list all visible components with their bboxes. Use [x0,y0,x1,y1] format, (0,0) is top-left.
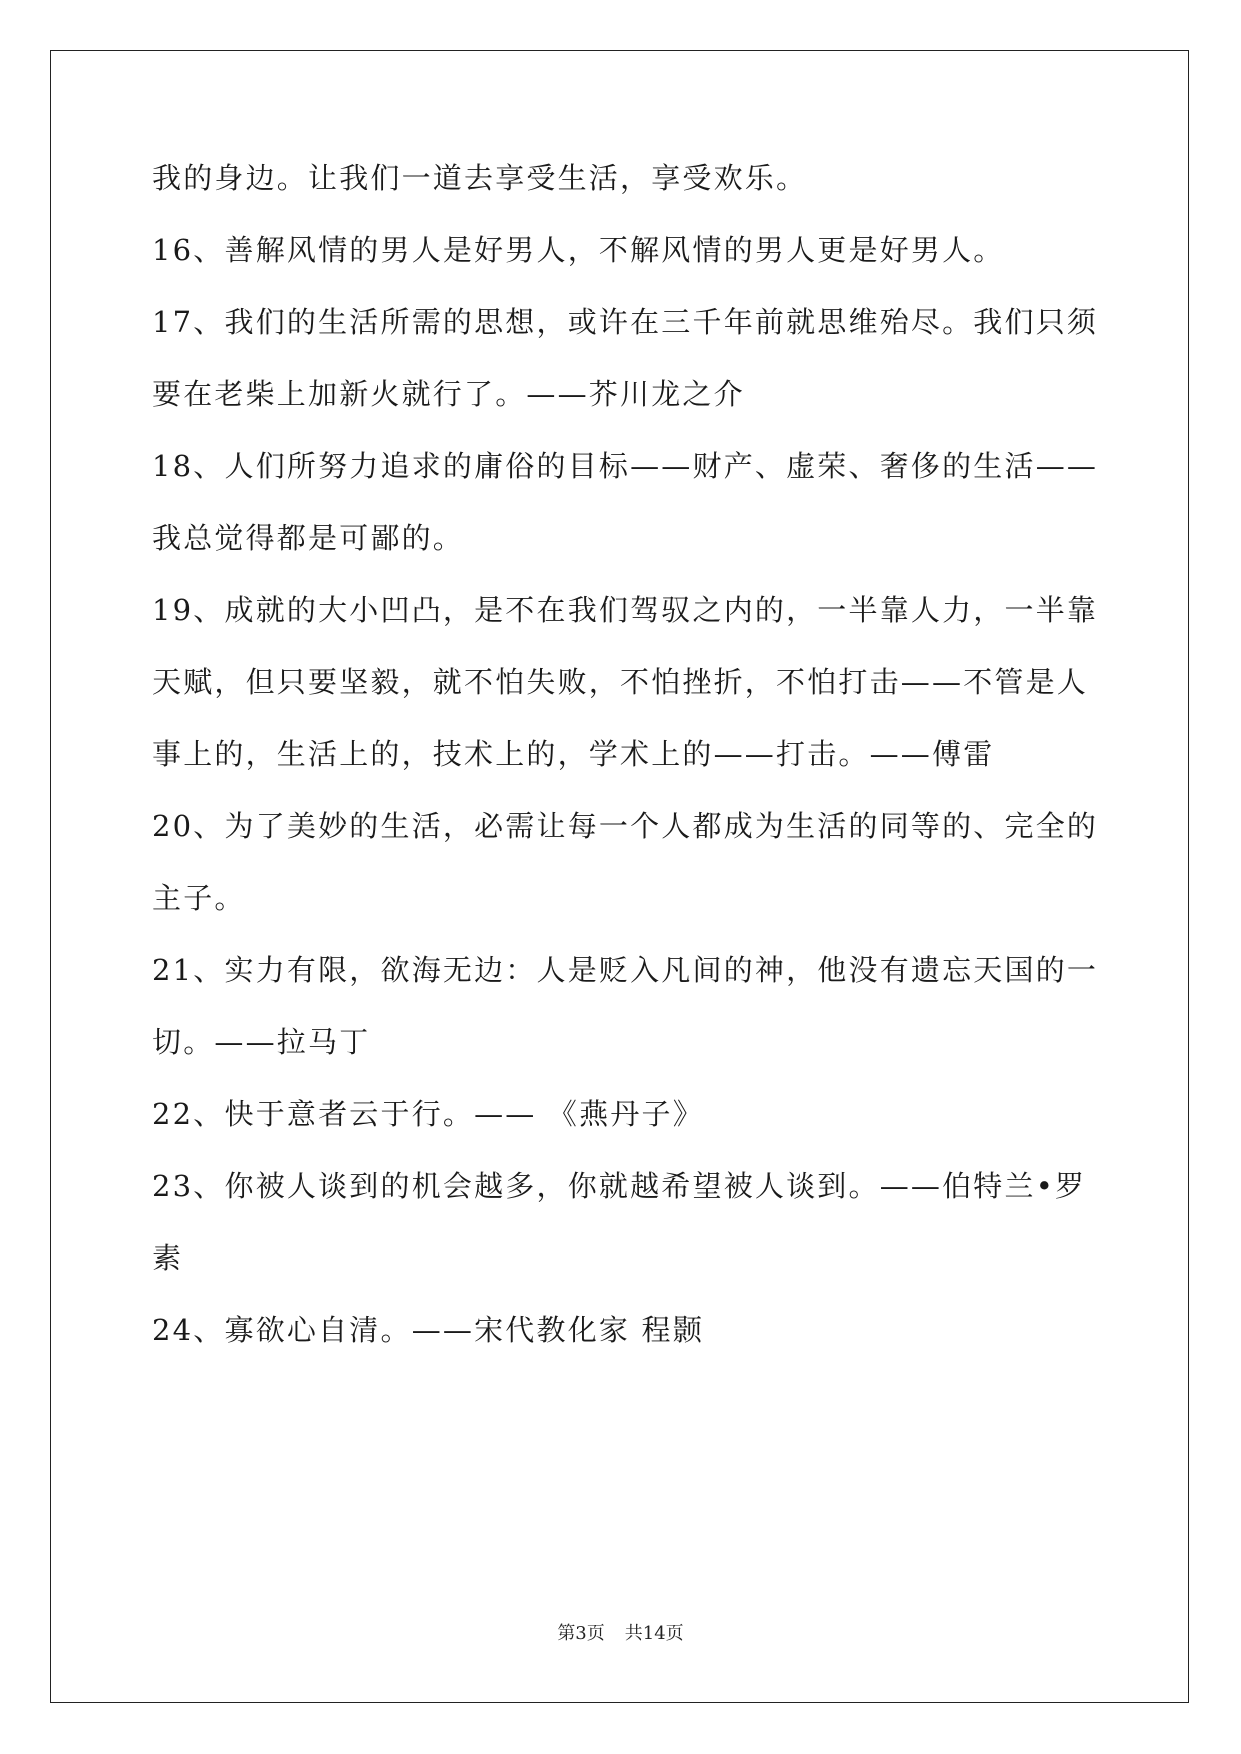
text-line: 18、人们所努力追求的庸俗的目标——财产、虚荣、奢侈的生活—— [152,449,1099,483]
text-line: 天赋，但只要坚毅，就不怕失败，不怕挫折，不怕打击——不管是人 [152,665,1089,699]
text-line: 要在老柴上加新火就行了。——芥川龙之介 [152,377,745,411]
text-line: 22、快于意者云于行。—— 《燕丹子》 [152,1097,704,1131]
text-line: 19、成就的大小凹凸，是不在我们驾驭之内的，一半靠人力，一半靠 [152,593,1099,627]
page-number: 第3页 [557,1623,605,1644]
text-line: 24、寡欲心自清。——宋代教化家 程颢 [152,1313,704,1347]
text-line: 17、我们的生活所需的思想，或许在三千年前就思维殆尽。我们只须 [152,305,1099,339]
text-line: 21、实力有限，欲海无边：人是贬入凡间的神，他没有遗忘天国的一 [152,953,1099,987]
text-line: 16、善解风情的男人是好男人，不解风情的男人更是好男人。 [152,233,1005,267]
text-line: 主子。 [152,881,246,915]
text-line: 23、你被人谈到的机会越多，你就越希望被人谈到。——伯特兰•罗 [152,1169,1087,1203]
text-line: 事上的，生活上的，技术上的，学术上的——打击。——傅雷 [152,737,995,771]
page-footer [0,1619,1241,1645]
text-line: 素 [152,1241,184,1275]
text-line: 我的身边。让我们一道去享受生活，享受欢乐。 [152,161,808,195]
text-line: 20、为了美妙的生活，必需让每一个人都成为生活的同等的、完全的 [152,809,1099,843]
page-border [50,50,1189,1703]
text-line: 我总觉得都是可鄙的。 [152,521,465,555]
page-total: 共14页 [624,1623,684,1644]
text-line: 切。——拉马丁 [152,1025,371,1059]
